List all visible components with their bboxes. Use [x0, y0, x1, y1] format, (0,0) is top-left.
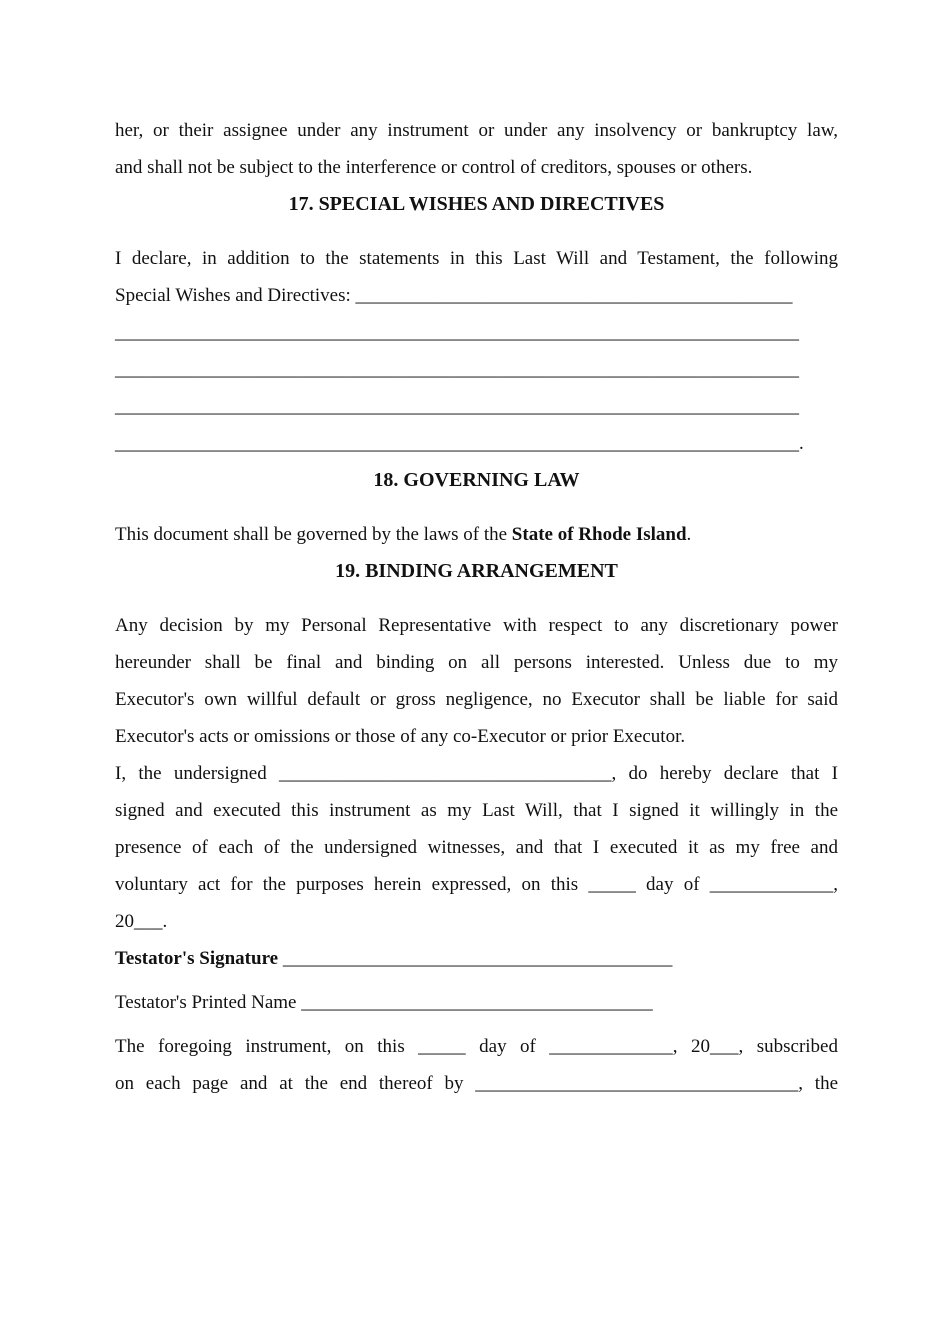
- special-wishes-blank-4[interactable]: ________________________________________________________________________.: [115, 433, 804, 454]
- testator-signature-field[interactable]: _________________________________________: [278, 948, 673, 969]
- section-18-heading: 18. GOVERNING LAW: [373, 469, 580, 491]
- section-17-line-1: I declare, in addition to the statements in this Last Will and Testament, the following: [115, 248, 838, 269]
- governing-law-text: [115, 516, 838, 553]
- testator-signature-row[interactable]: [115, 940, 838, 977]
- foregoing-line-2[interactable]: on each page and at the end thereof by __________________________________, the: [115, 1073, 838, 1094]
- special-wishes-blank-1[interactable]: ________________________________________________________________________: [115, 322, 799, 343]
- section-17-line-2[interactable]: Special Wishes and Directives: ______________________________________________: [115, 285, 793, 306]
- testator-printed-name-label: Testator's Printed Name: [115, 992, 297, 1013]
- governing-law-state: State of Rhode Island: [511, 524, 687, 545]
- governing-law-text-before: This document shall be governed by the laws of the: [115, 524, 512, 545]
- section-19-line-4: Executor's acts or omissions or those of any co-Executor or prior Executor.: [115, 726, 686, 747]
- document-body: [115, 112, 838, 1102]
- special-wishes-blank-2[interactable]: ________________________________________________________________________: [115, 359, 799, 380]
- testator-signature-label: Testator's Signature: [115, 948, 279, 969]
- intro-line-2: and shall not be subject to the interference or control of creditors, spouses or others.: [115, 157, 753, 178]
- intro-line-1: her, or their assignee under any instrument or under any insolvency or bankruptcy law,: [115, 120, 838, 141]
- testator-printed-name-row[interactable]: [115, 984, 838, 1021]
- section-19-line-1: Any decision by my Personal Representative with respect to any discretionary power: [115, 615, 838, 636]
- foregoing-line-1[interactable]: The foregoing instrument, on this _____ day of _____________, 20___, subscribed: [115, 1036, 838, 1057]
- section-19-heading: 19. BINDING ARRANGEMENT: [335, 560, 618, 582]
- declaration-line-4[interactable]: voluntary act for the purposes herein expressed, on this _____ day of _____________,: [115, 874, 838, 895]
- testator-printed-name-field[interactable]: _____________________________________: [296, 992, 653, 1013]
- declaration-line-1[interactable]: I, the undersigned ___________________________________, do hereby declare that I: [115, 763, 838, 784]
- section-19-line-2: hereunder shall be final and binding on all persons interested. Unless due to my: [115, 652, 838, 673]
- section-19-line-3: Executor's own willful default or gross negligence, no Executor shall be liable for said: [115, 689, 838, 710]
- section-17-heading: 17. SPECIAL WISHES AND DIRECTIVES: [288, 193, 665, 215]
- declaration-line-2: signed and executed this instrument as my Last Will, that I signed it willingly in the: [115, 800, 838, 821]
- special-wishes-blank-3[interactable]: ________________________________________________________________________: [115, 396, 799, 417]
- declaration-line-5[interactable]: 20___.: [115, 911, 168, 932]
- declaration-line-3: presence of each of the undersigned witnesses, and that I executed it as my free and: [115, 837, 838, 858]
- governing-law-text-after: .: [686, 524, 692, 545]
